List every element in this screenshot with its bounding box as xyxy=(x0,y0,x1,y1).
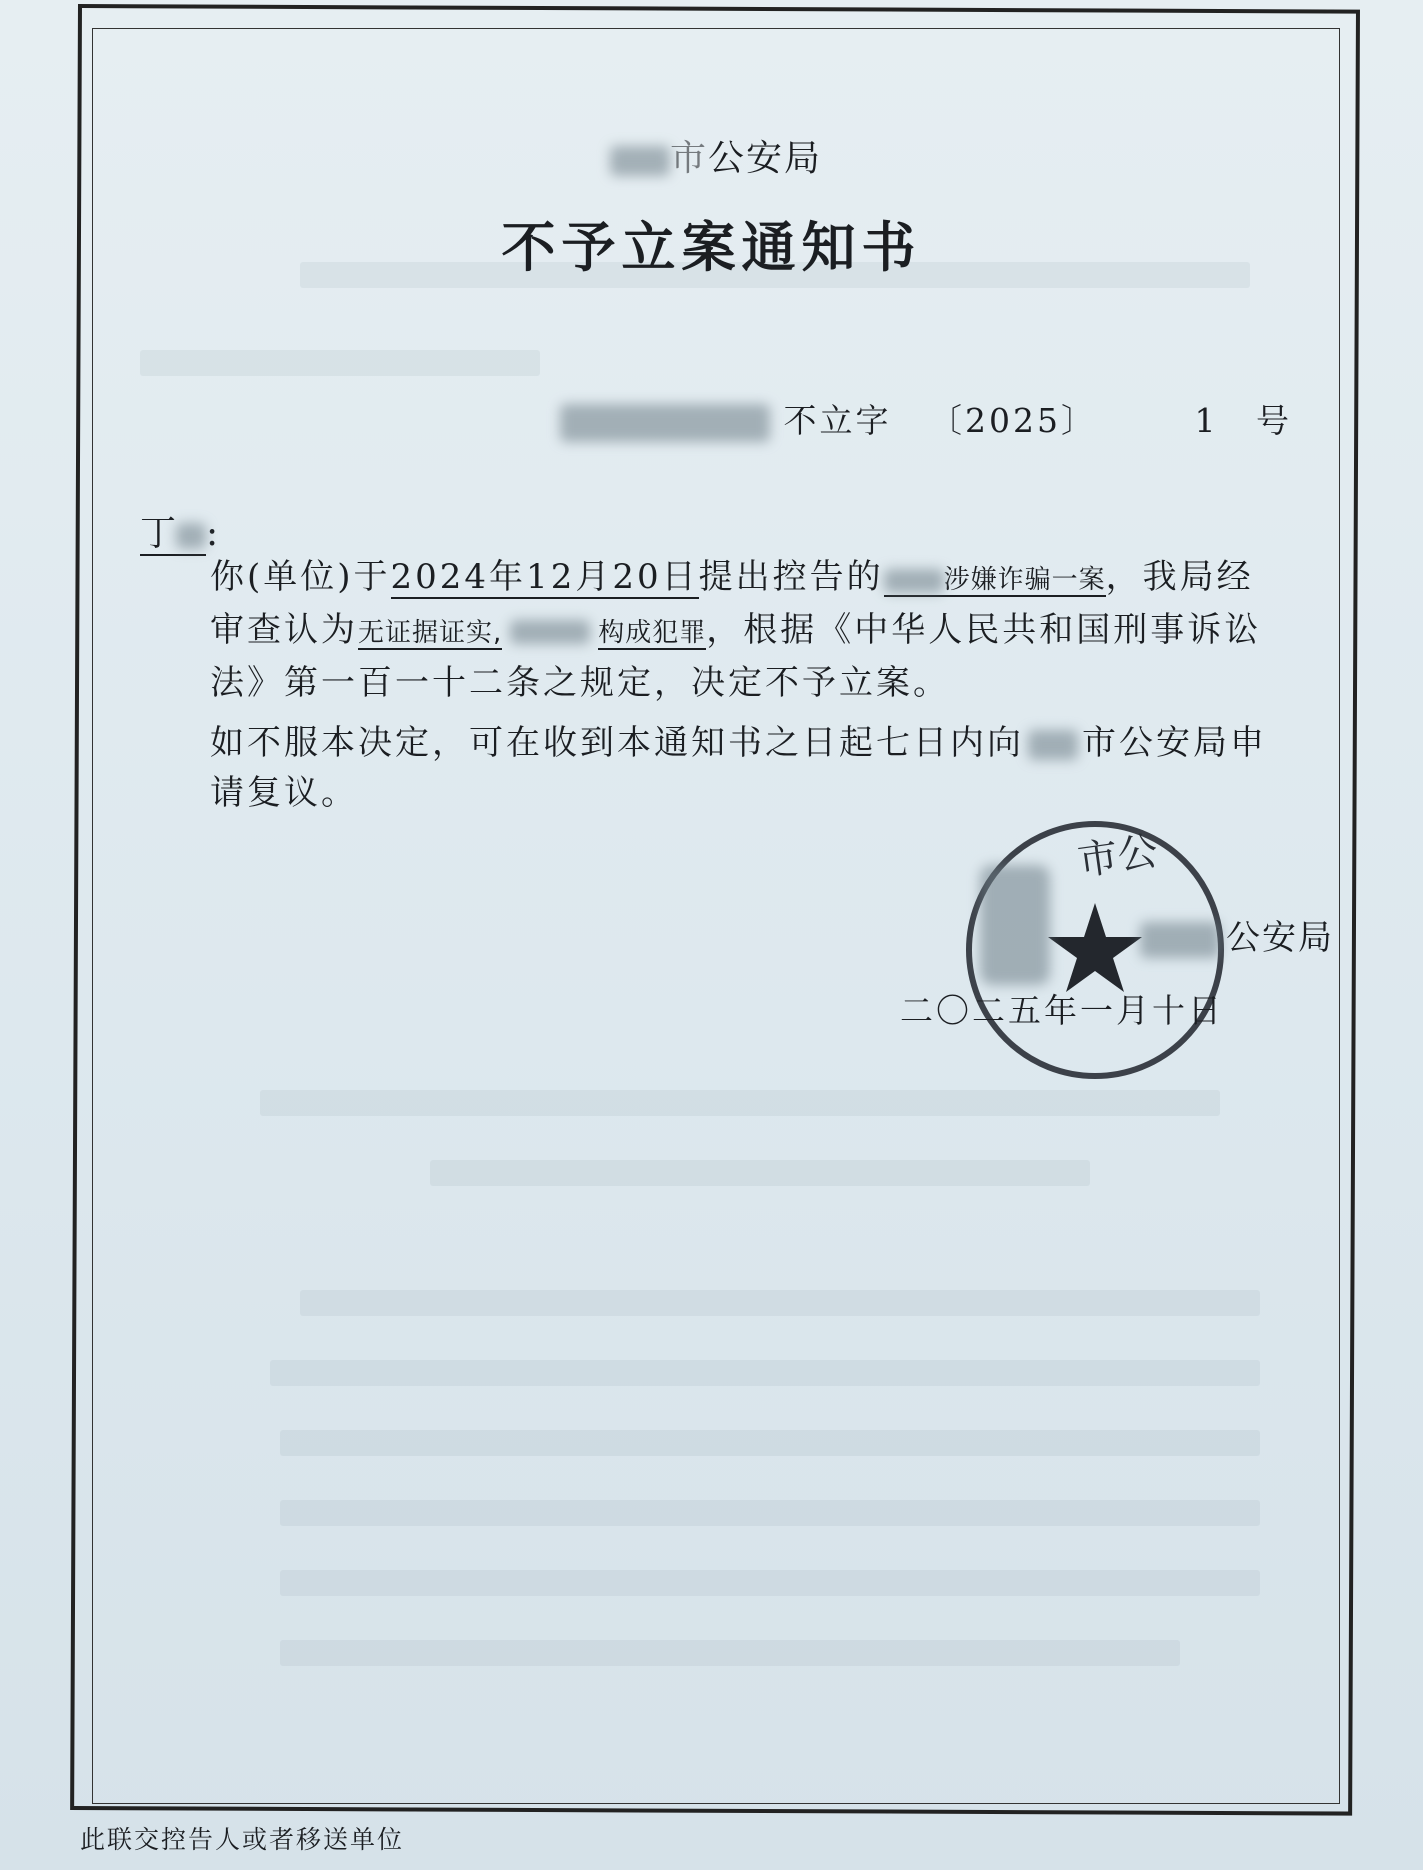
doc-code: 不立字 xyxy=(783,401,892,440)
redacted-region xyxy=(1140,922,1220,958)
case-name: 涉嫌诈骗一案 xyxy=(943,565,1106,595)
recipient-name: 丁 xyxy=(140,513,177,554)
paragraph-appeal xyxy=(140,718,1270,818)
issuing-agency xyxy=(610,130,822,181)
signing-agency xyxy=(1140,910,1334,959)
finding-field-1: 无证据证实, xyxy=(358,618,503,648)
text-run: ，我局经审查认为 xyxy=(210,557,1254,650)
document-title: 不予立案通知书 xyxy=(501,216,922,279)
paragraph-decision xyxy=(140,552,1270,708)
recipient-colon: : xyxy=(206,513,219,554)
document-number xyxy=(560,395,1316,442)
complaint-date: 2024年12月20日 xyxy=(390,557,699,597)
agency-prefix: 市 xyxy=(670,138,709,179)
redacted-region xyxy=(980,865,1050,985)
redacted-region xyxy=(176,523,206,549)
finding-field-2: 构成犯罪 xyxy=(598,618,707,648)
doc-suffix: 号 xyxy=(1255,401,1292,440)
redacted-region xyxy=(510,620,590,644)
signing-date: 二〇二五年一月十日 xyxy=(900,991,1224,1030)
redacted-region xyxy=(610,146,670,176)
text-run: 你(单位)于 xyxy=(210,557,391,597)
text-run: ，根据《中华人民共和国刑事诉讼法》第一百一十二条之规定，决定不予立案。 xyxy=(210,610,1262,703)
text-run: 市公安局申请复议。 xyxy=(210,723,1267,813)
notice-body xyxy=(140,552,1270,818)
case-name-field xyxy=(884,565,1106,597)
doc-year: 〔2025〕 xyxy=(929,401,1097,440)
text-run: 如不服本决定，可在收到本通知书之日起七日内向 xyxy=(210,723,1024,763)
redacted-region xyxy=(560,404,770,442)
recipient-line xyxy=(140,505,218,556)
redacted-region xyxy=(1028,730,1078,760)
agency-name: 公安局 xyxy=(708,138,823,179)
redacted-region xyxy=(884,569,944,593)
seal-text: 市公 xyxy=(1074,828,1161,885)
signer-name: 公安局 xyxy=(1226,918,1334,958)
text-run: 提出控告的 xyxy=(698,557,884,597)
copy-distribution-note: 此联交控告人或者移送单位 xyxy=(80,1825,405,1854)
doc-serial: 1 xyxy=(1194,401,1219,440)
